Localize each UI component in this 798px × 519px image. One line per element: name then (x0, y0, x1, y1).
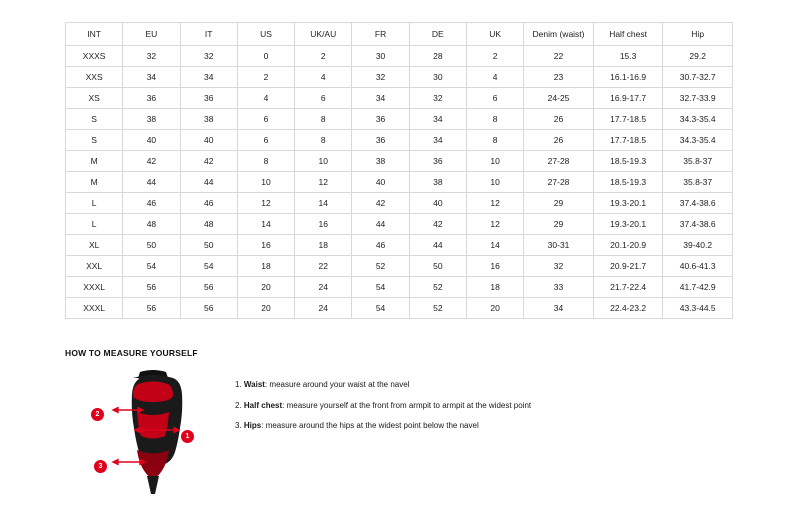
cell-uk: 12 (466, 193, 523, 214)
column-header-fr: FR (352, 23, 409, 46)
cell-it: 48 (180, 214, 237, 235)
cell-it: 36 (180, 88, 237, 109)
step-text: : measure yourself at the front from armpit to armpit at the widest point (282, 400, 532, 410)
size-chart-table (65, 22, 733, 319)
cell-eu: 56 (123, 277, 180, 298)
column-header-de: DE (409, 23, 466, 46)
cell-eu: 34 (123, 67, 180, 88)
cell-fr: 54 (352, 277, 409, 298)
column-header-us: US (237, 23, 294, 46)
cell-fr: 54 (352, 298, 409, 319)
cell-fr: 42 (352, 193, 409, 214)
cell-uk: 8 (466, 109, 523, 130)
cell-uk-au: 10 (295, 151, 352, 172)
cell-hip: 34.3-35.4 (663, 130, 733, 151)
cell-hip: 30.7-32.7 (663, 67, 733, 88)
cell-denim-waist: 22 (524, 46, 594, 67)
cell-half-chest: 17.7-18.5 (593, 130, 663, 151)
cell-de: 42 (409, 214, 466, 235)
table-row (66, 298, 733, 319)
cell-fr: 30 (352, 46, 409, 67)
cell-de: 38 (409, 172, 466, 193)
cell-denim-waist: 27-28 (524, 172, 594, 193)
cell-hip: 43.3-44.5 (663, 298, 733, 319)
cell-eu: 50 (123, 235, 180, 256)
measure-step-half-chest (235, 401, 531, 411)
table-row (66, 256, 733, 277)
column-header-denim-waist: Denim (waist) (524, 23, 594, 46)
cell-fr: 44 (352, 214, 409, 235)
table-row (66, 235, 733, 256)
cell-uk-au: 12 (295, 172, 352, 193)
cell-hip: 37.4-38.6 (663, 214, 733, 235)
size-chart-table-container (65, 22, 733, 319)
cell-int: S (66, 109, 123, 130)
cell-int: XXXL (66, 277, 123, 298)
cell-eu: 36 (123, 88, 180, 109)
cell-denim-waist: 29 (524, 214, 594, 235)
cell-uk-au: 2 (295, 46, 352, 67)
cell-int: S (66, 130, 123, 151)
cell-eu: 56 (123, 298, 180, 319)
cell-fr: 40 (352, 172, 409, 193)
cell-hip: 35.8-37 (663, 151, 733, 172)
column-header-uk-au: UK/AU (295, 23, 352, 46)
cell-uk-au: 16 (295, 214, 352, 235)
cell-int: XXL (66, 256, 123, 277)
cell-half-chest: 17.7-18.5 (593, 109, 663, 130)
cell-int: XS (66, 88, 123, 109)
cell-half-chest: 16.9-17.7 (593, 88, 663, 109)
cell-half-chest: 19.3-20.1 (593, 193, 663, 214)
cell-it: 50 (180, 235, 237, 256)
cell-uk-au: 8 (295, 130, 352, 151)
cell-de: 34 (409, 109, 466, 130)
cell-denim-waist: 26 (524, 130, 594, 151)
cell-us: 14 (237, 214, 294, 235)
cell-uk: 18 (466, 277, 523, 298)
table-row (66, 277, 733, 298)
cell-hip: 34.3-35.4 (663, 109, 733, 130)
cell-eu: 48 (123, 214, 180, 235)
table-row (66, 214, 733, 235)
cell-it: 38 (180, 109, 237, 130)
cell-hip: 41.7-42.9 (663, 277, 733, 298)
cell-half-chest: 20.9-21.7 (593, 256, 663, 277)
table-body (66, 46, 733, 319)
cell-us: 12 (237, 193, 294, 214)
cell-uk: 14 (466, 235, 523, 256)
step-term: Waist (243, 380, 265, 389)
step-number: 3. (235, 421, 242, 431)
cell-denim-waist: 27-28 (524, 151, 594, 172)
cell-half-chest: 18.5-19.3 (593, 172, 663, 193)
cell-uk: 10 (466, 172, 523, 193)
cell-de: 30 (409, 67, 466, 88)
cell-de: 52 (409, 298, 466, 319)
cell-uk: 12 (466, 214, 523, 235)
table-row (66, 130, 733, 151)
cell-denim-waist: 32 (524, 256, 594, 277)
cell-fr: 52 (352, 256, 409, 277)
cell-us: 18 (237, 256, 294, 277)
cell-uk-au: 6 (295, 88, 352, 109)
column-header-hip: Hip (663, 23, 733, 46)
column-header-half-chest: Half chest (593, 23, 663, 46)
mannequin-illustration (93, 368, 213, 498)
cell-de: 44 (409, 235, 466, 256)
cell-denim-waist: 30-31 (524, 235, 594, 256)
cell-half-chest: 22.4-23.2 (593, 298, 663, 319)
badge-3-hips: 3 (94, 460, 107, 473)
cell-hip: 35.8-37 (663, 172, 733, 193)
cell-it: 34 (180, 67, 237, 88)
cell-de: 34 (409, 130, 466, 151)
cell-it: 56 (180, 277, 237, 298)
table-row (66, 193, 733, 214)
cell-de: 52 (409, 277, 466, 298)
cell-denim-waist: 23 (524, 67, 594, 88)
table-row (66, 67, 733, 88)
cell-uk-au: 22 (295, 256, 352, 277)
cell-us: 16 (237, 235, 294, 256)
table-header (66, 23, 733, 46)
cell-us: 4 (237, 88, 294, 109)
cell-de: 32 (409, 88, 466, 109)
cell-uk: 20 (466, 298, 523, 319)
cell-uk: 8 (466, 130, 523, 151)
cell-half-chest: 18.5-19.3 (593, 151, 663, 172)
step-number: 2. (235, 400, 242, 410)
step-text: : measure around your waist at the navel (264, 380, 410, 389)
how-to-measure-body (65, 368, 733, 498)
cell-eu: 46 (123, 193, 180, 214)
table-row (66, 151, 733, 172)
table-header-row (66, 23, 733, 46)
cell-hip: 40.6-41.3 (663, 256, 733, 277)
table-row (66, 109, 733, 130)
cell-int: XXXL (66, 298, 123, 319)
cell-us: 6 (237, 109, 294, 130)
cell-eu: 44 (123, 172, 180, 193)
cell-us: 20 (237, 298, 294, 319)
cell-uk: 16 (466, 256, 523, 277)
cell-uk-au: 18 (295, 235, 352, 256)
cell-de: 28 (409, 46, 466, 67)
cell-us: 10 (237, 172, 294, 193)
badge-2-half-chest: 2 (91, 408, 104, 421)
cell-int: XL (66, 235, 123, 256)
cell-denim-waist: 33 (524, 277, 594, 298)
cell-it: 42 (180, 151, 237, 172)
cell-hip: 32.7-33.9 (663, 88, 733, 109)
how-to-measure-section (65, 348, 733, 498)
cell-int: L (66, 214, 123, 235)
cell-us: 6 (237, 130, 294, 151)
cell-uk: 10 (466, 151, 523, 172)
cell-denim-waist: 29 (524, 193, 594, 214)
column-header-eu: EU (123, 23, 180, 46)
cell-eu: 54 (123, 256, 180, 277)
mannequin-svg (93, 368, 213, 498)
measure-step-waist (235, 380, 531, 390)
cell-uk: 6 (466, 88, 523, 109)
measure-step-hips (235, 421, 531, 431)
cell-half-chest: 21.7-22.4 (593, 277, 663, 298)
cell-de: 50 (409, 256, 466, 277)
cell-denim-waist: 26 (524, 109, 594, 130)
cell-eu: 40 (123, 130, 180, 151)
step-term: Half chest (243, 400, 283, 410)
cell-hip: 39-40.2 (663, 235, 733, 256)
cell-eu: 38 (123, 109, 180, 130)
cell-eu: 42 (123, 151, 180, 172)
cell-int: XXS (66, 67, 123, 88)
cell-de: 40 (409, 193, 466, 214)
cell-uk-au: 24 (295, 298, 352, 319)
cell-denim-waist: 34 (524, 298, 594, 319)
cell-hip: 37.4-38.6 (663, 193, 733, 214)
cell-us: 0 (237, 46, 294, 67)
cell-fr: 46 (352, 235, 409, 256)
cell-it: 40 (180, 130, 237, 151)
cell-fr: 36 (352, 109, 409, 130)
cell-it: 32 (180, 46, 237, 67)
cell-half-chest: 15.3 (593, 46, 663, 67)
cell-de: 36 (409, 151, 466, 172)
cell-us: 20 (237, 277, 294, 298)
step-term: Hips (243, 421, 262, 431)
cell-fr: 36 (352, 130, 409, 151)
cell-uk-au: 4 (295, 67, 352, 88)
cell-uk-au: 14 (295, 193, 352, 214)
cell-int: L (66, 193, 123, 214)
step-number: 1. (235, 380, 242, 389)
badge-1-waist: 1 (181, 430, 194, 443)
cell-half-chest: 16.1-16.9 (593, 67, 663, 88)
cell-fr: 32 (352, 67, 409, 88)
measure-steps-list (235, 368, 531, 442)
column-header-int: INT (66, 23, 123, 46)
cell-half-chest: 19.3-20.1 (593, 214, 663, 235)
cell-it: 46 (180, 193, 237, 214)
cell-uk-au: 24 (295, 277, 352, 298)
cell-uk: 4 (466, 67, 523, 88)
cell-us: 8 (237, 151, 294, 172)
column-header-uk: UK (466, 23, 523, 46)
cell-it: 44 (180, 172, 237, 193)
cell-int: M (66, 172, 123, 193)
cell-us: 2 (237, 67, 294, 88)
table-row (66, 172, 733, 193)
cell-uk: 2 (466, 46, 523, 67)
cell-fr: 38 (352, 151, 409, 172)
cell-hip: 29.2 (663, 46, 733, 67)
how-to-measure-title: HOW TO MEASURE YOURSELF (65, 348, 198, 358)
cell-int: M (66, 151, 123, 172)
cell-it: 54 (180, 256, 237, 277)
cell-denim-waist: 24-25 (524, 88, 594, 109)
cell-half-chest: 20.1-20.9 (593, 235, 663, 256)
step-text: : measure around the hips at the widest point below the navel (261, 421, 479, 431)
cell-it: 56 (180, 298, 237, 319)
table-row (66, 46, 733, 67)
cell-fr: 34 (352, 88, 409, 109)
cell-eu: 32 (123, 46, 180, 67)
column-header-it: IT (180, 23, 237, 46)
cell-int: XXXS (66, 46, 123, 67)
table-row (66, 88, 733, 109)
cell-uk-au: 8 (295, 109, 352, 130)
